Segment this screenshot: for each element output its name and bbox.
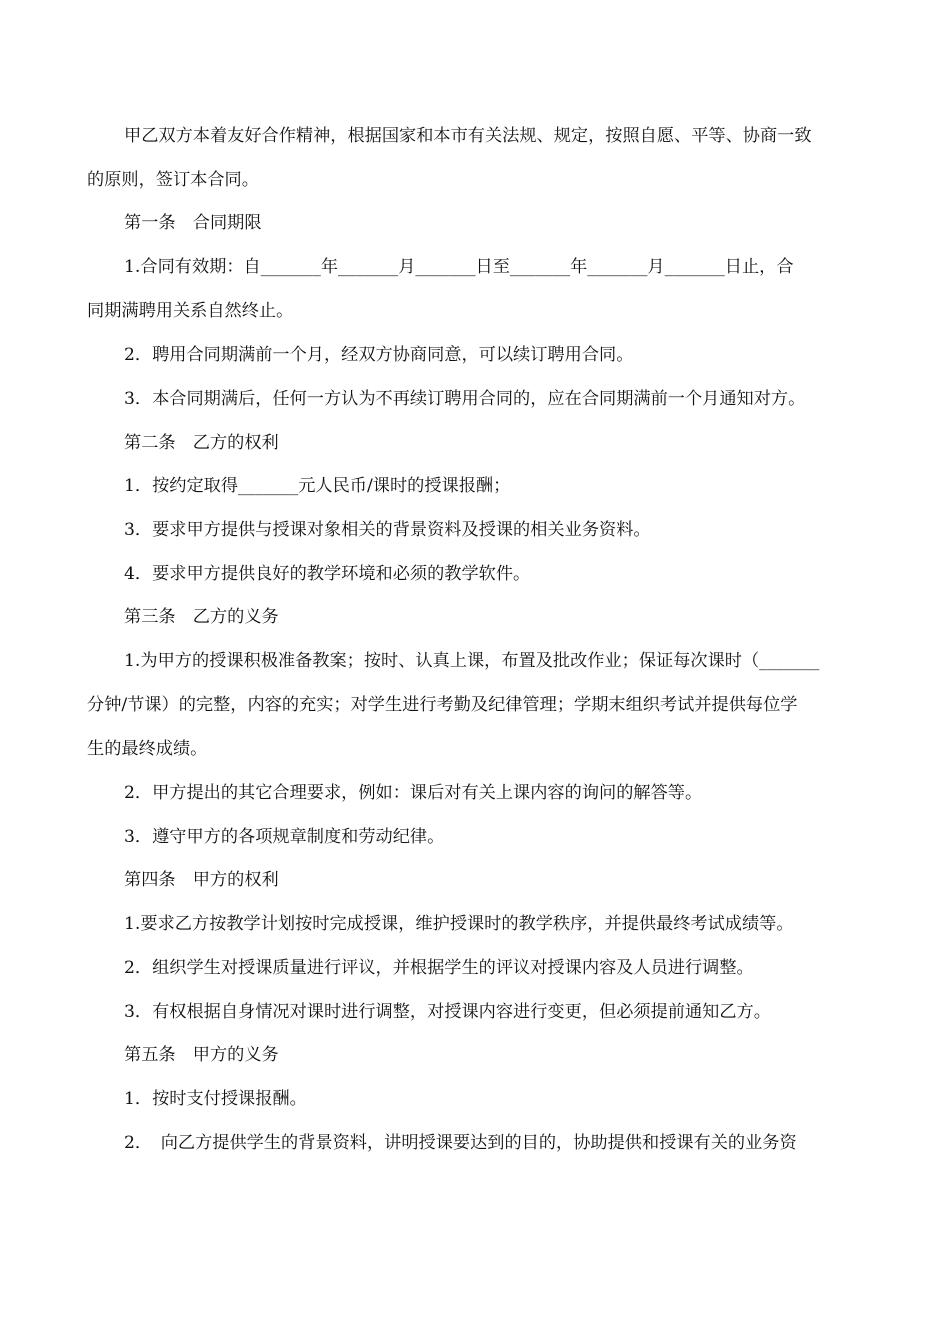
section-heading-5: 第五条 甲方的义务 <box>124 1045 279 1065</box>
clause-5-2: 2． 向乙方提供学生的背景资料，讲明授课要达到的目的，协助提供和授课有关的业务资 <box>124 1133 797 1153</box>
clause-3-3: 3．遵守甲方的各项规章制度和劳动纪律。 <box>124 827 445 847</box>
clause-3-1-line-2: 分钟/节课）的完整，内容的充实；对学生进行考勤及纪律管理；学期末组织考试并提供每位学 <box>87 695 798 715</box>
clause-5-1: 1．按时支付授课报酬。 <box>124 1089 307 1109</box>
clause-2-4: 4．要求甲方提供良好的教学环境和必须的教学软件。 <box>124 564 531 584</box>
intro-line-1: 甲乙双方本着友好合作精神，根据国家和本市有关法规、规定，按照自愿、平等、协商一致 <box>124 126 812 146</box>
clause-1-1-line-2: 同期满聘用关系自然终止。 <box>87 301 294 321</box>
clause-4-1: 1.要求乙方按教学计划按时完成授课，维护授课时的教学秩序，并提供最终考试成绩等。 <box>124 914 794 934</box>
clause-1-2: 2．聘用合同期满前一个月，经双方协商同意，可以续订聘用合同。 <box>124 345 634 365</box>
clause-1-1-line-1: 1.合同有效期：自_______年_______月_______日至_______年_______月_______日止，合 <box>124 257 794 277</box>
clause-1-3: 3．本合同期满后，任何一方认为不再续订聘用合同的，应在合同期满前一个月通知对方。 <box>124 389 806 409</box>
section-heading-4: 第四条 甲方的权利 <box>124 870 279 890</box>
section-heading-1: 第一条 合同期限 <box>124 213 262 233</box>
clause-2-1: 1．按约定取得_______元人民币/课时的授课报酬； <box>124 476 511 496</box>
clause-3-2: 2．甲方提出的其它合理要求，例如：课后对有关上课内容的询问的解答等。 <box>124 783 703 803</box>
clause-4-2: 2．组织学生对授课质量进行评议，并根据学生的评议对授课内容及人员进行调整。 <box>124 958 754 978</box>
intro-line-2: 的原则，签订本合同。 <box>87 170 259 190</box>
section-heading-2: 第二条 乙方的权利 <box>124 433 279 453</box>
clause-2-3: 3．要求甲方提供与授课对象相关的背景资料及授课的相关业务资料。 <box>124 520 651 540</box>
section-heading-3: 第三条 乙方的义务 <box>124 607 279 627</box>
clause-4-3: 3．有权根据自身情况对课时进行调整，对授课内容进行变更，但必须提前通知乙方。 <box>124 1002 771 1022</box>
clause-3-1-line-1: 1.为甲方的授课积极准备教案；按时、认真上课，布置及批改作业；保证每次课时（_______ <box>124 651 820 671</box>
clause-3-1-line-3: 生的最终成绩。 <box>87 739 208 759</box>
